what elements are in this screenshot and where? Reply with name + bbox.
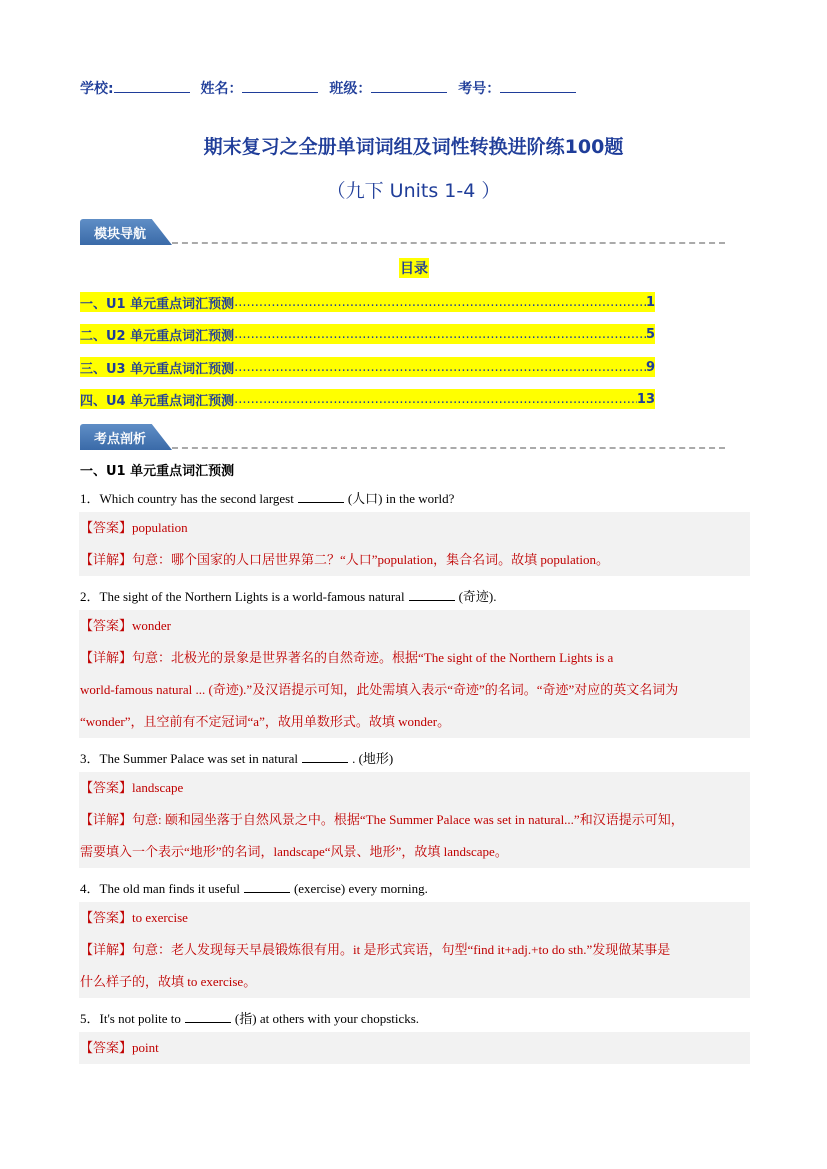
answer-box-1: [79, 512, 750, 576]
answer-box-2: [79, 610, 750, 738]
question-4: [80, 878, 428, 897]
number-blank[interactable]: [500, 92, 576, 93]
toc-title: 目录: [399, 258, 429, 278]
student-info-line: [80, 78, 582, 98]
explanation: 【详解】句意: 颐和园坐落于自然风景之中。根据“The Summer Palace was set in natural...”和汉语提示可知，: [80, 812, 684, 827]
toc-item[interactable]: [80, 292, 655, 312]
toc-item-label: 四、U4 单元重点词汇预测: [80, 393, 235, 409]
explanation: 【详解】句意：老人发现每天早晨锻炼很有用。it 是形式宾语，句型“find it+adj.+to do sth.”发现做某事是: [80, 942, 671, 957]
question-5: [80, 1008, 419, 1027]
analysis-tab: [80, 424, 172, 450]
school-blank[interactable]: [114, 92, 190, 93]
school-label: 学校:: [80, 81, 114, 97]
explanation: 【详解】句意：哪个国家的人口居世界第二？“人口”population，集合名词。故填 population。: [80, 552, 610, 567]
divider: [172, 447, 725, 449]
explanation: 【详解】句意：北极光的景象是世界著名的自然奇迹。根据“The sight of the Northern Lights is a: [80, 650, 614, 665]
explanation: world-famous natural ... (奇迹).”及汉语提示可知，此处需填入表示“奇迹”的名词。“奇迹”对应的英文名词为: [80, 682, 679, 697]
question-hint: . (地形): [352, 751, 394, 766]
question-hint: (奇迹).: [458, 589, 497, 604]
answer-blank[interactable]: [302, 762, 348, 763]
page-subtitle: （九下 Units 1-4 ）: [326, 180, 501, 202]
answer: 【答案】landscape: [80, 780, 184, 795]
class-blank[interactable]: [371, 92, 447, 93]
toc-item[interactable]: [80, 324, 655, 344]
question-3: [80, 748, 393, 767]
explanation: 什么样子的，故填 to exercise。: [80, 974, 257, 989]
question-text: 2．The sight of the Northern Lights is a world-famous natural: [80, 589, 405, 604]
toc-item[interactable]: [80, 389, 655, 409]
toc-item-label: 一、U1 单元重点词汇预测: [80, 296, 235, 312]
question-text: 5．It's not polite to: [80, 1011, 181, 1026]
name-label: 姓名：: [200, 81, 243, 97]
answer-blank[interactable]: [185, 1022, 231, 1023]
name-blank[interactable]: [242, 92, 318, 93]
question-1: [80, 488, 454, 507]
section-heading: 一、U1 单元重点词汇预测: [80, 464, 235, 479]
explanation: 需要填入一个表示“地形”的名词，landscape“风景、地形”，故填 landscape。: [80, 844, 508, 859]
answer-blank[interactable]: [298, 502, 344, 503]
answer-blank[interactable]: [244, 892, 290, 893]
question-2: [80, 586, 497, 605]
module-nav-label: 模块导航: [94, 227, 147, 242]
page-title: 期末复习之全册单词词组及词性转换进阶练100题: [203, 136, 624, 158]
answer-box-4: [79, 902, 750, 998]
class-label: 班级：: [329, 81, 372, 97]
module-nav-tab: [80, 219, 172, 245]
answer: 【答案】wonder: [80, 618, 171, 633]
toc-item-label: 三、U3 单元重点词汇预测: [80, 361, 235, 377]
toc-item-page: 5: [645, 326, 655, 342]
explanation: “wonder”，且空前有不定冠词“a”，故用单数形式。故填 wonder。: [80, 714, 451, 729]
answer: 【答案】to exercise: [80, 910, 188, 925]
number-label: 考号：: [458, 81, 501, 97]
answer-blank[interactable]: [409, 600, 455, 601]
toc-item-page: 1: [645, 294, 655, 310]
divider: [172, 242, 725, 244]
toc-item[interactable]: [80, 357, 655, 377]
answer-box-3: [79, 772, 750, 868]
question-hint: (exercise) every morning.: [293, 881, 428, 896]
answer-box-5: [79, 1032, 750, 1064]
question-hint: (人口) in the world?: [347, 491, 455, 506]
answer: 【答案】point: [80, 1040, 159, 1055]
question-hint: (指) at others with your chopsticks.: [234, 1011, 420, 1026]
analysis-label: 考点剖析: [94, 432, 147, 447]
toc-item-label: 二、U2 单元重点词汇预测: [80, 328, 235, 344]
answer: 【答案】population: [80, 520, 188, 535]
toc-item-page: 9: [645, 359, 655, 375]
question-text: 3．The Summer Palace was set in natural: [80, 751, 299, 766]
question-text: 4．The old man finds it useful: [80, 881, 240, 896]
question-text: 1．Which country has the second largest: [80, 491, 294, 506]
toc-item-page: 13: [636, 391, 655, 407]
